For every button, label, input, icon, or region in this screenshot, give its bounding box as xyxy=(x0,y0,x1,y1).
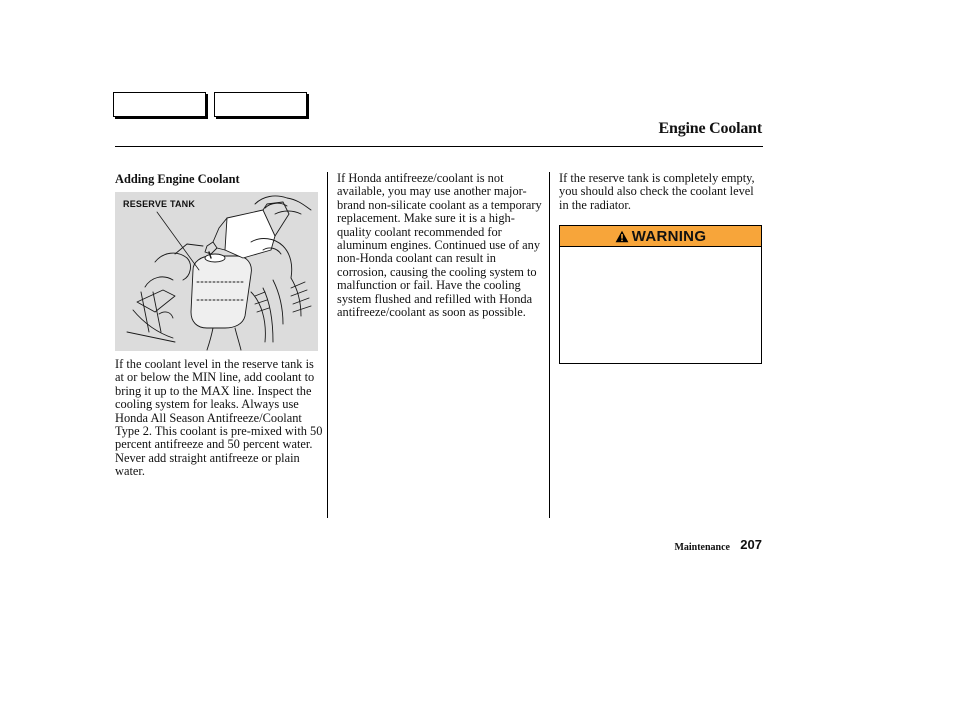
warning-triangle-icon xyxy=(615,230,629,243)
warning-title: WARNING xyxy=(631,227,707,245)
figure-label-reserve-tank: RESERVE TANK xyxy=(123,199,196,209)
reserve-tank-figure xyxy=(115,192,318,351)
column3-paragraph: If the reserve tank is completely empty, you should also check the coolant level in the radiator. xyxy=(559,171,755,212)
column-divider-1 xyxy=(327,172,328,518)
coolant-reserve-tank-illustration xyxy=(115,192,318,351)
warning-header xyxy=(560,226,761,247)
nav-button-1[interactable] xyxy=(113,92,206,117)
section-heading: Adding Engine Coolant xyxy=(115,172,240,186)
header-divider xyxy=(115,146,763,147)
column2-paragraph: If Honda antifreeze/coolant is not available, you may use another major-brand non-silicate coolant as a temporary replacement. Make sure it is a high-quality coolant recommended for aluminum engines. Continued use of any non-Honda coolant can result in corrosion, causing the cooling system to malfunction or fail. Have the cooling system flushed and refilled with Honda antifreeze/coolant as soon as possible. xyxy=(337,171,542,320)
warning-box xyxy=(559,225,762,364)
nav-button-2[interactable] xyxy=(214,92,307,117)
column1-paragraph: If the coolant level in the reserve tank is at or below the MIN line, add coolant to bring it up to the MAX line. Inspect the cooling system for leaks. Always use Honda All Season Antifreeze/Coolant Type 2. This coolant is pre-mixed with 50 percent antifreeze and 50 percent water. Never add straight antifreeze or plain water. xyxy=(115,357,323,479)
column-divider-2 xyxy=(549,172,550,518)
page-number: 207 xyxy=(740,537,762,552)
page-title: Engine Coolant xyxy=(658,120,762,137)
footer-section-name: Maintenance xyxy=(674,542,730,553)
